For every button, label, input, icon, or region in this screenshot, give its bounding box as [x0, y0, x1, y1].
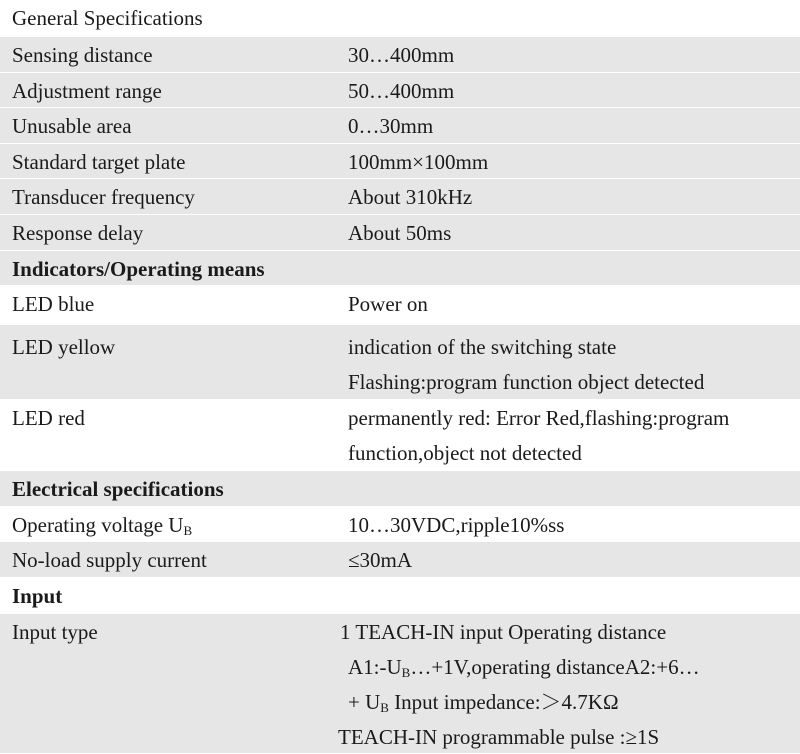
row-label: No-load supply current: [12, 548, 207, 572]
table-row: [0, 144, 800, 179]
line3-prefix: + U: [348, 690, 381, 714]
line2-subscript: B: [401, 665, 411, 680]
row-label: Unusable area: [12, 114, 132, 138]
row-value: ≤30mA: [348, 548, 413, 572]
row-label: [12, 508, 192, 542]
section-header-general: [0, 0, 800, 37]
table-row: [0, 215, 800, 251]
row-value: 50…400mm: [348, 79, 455, 103]
line2-suffix: …+1V,operating distanceA2:+6…: [410, 655, 700, 679]
section-title-electrical: Electrical specifications: [12, 477, 224, 501]
input-type-line4: TEACH-IN programmable pulse :≥1S: [338, 725, 660, 749]
table-row: [0, 286, 800, 325]
section-title-input: Input: [12, 584, 63, 608]
row-label: LED red: [12, 406, 85, 430]
row-label: Standard target plate: [12, 150, 186, 174]
row-label: Sensing distance: [12, 43, 153, 67]
table-row: [0, 37, 800, 73]
section-header-indicators: [0, 251, 800, 286]
table-row: [0, 614, 800, 753]
table-row: [0, 507, 800, 542]
section-header-electrical: [0, 471, 800, 507]
section-title-general: General Specifications: [12, 6, 203, 30]
op-voltage-subscript: B: [183, 523, 193, 538]
table-row: [0, 108, 800, 144]
table-row: [0, 325, 800, 400]
row-value-line2: Flashing:program function object detected: [348, 370, 705, 394]
row-label: LED yellow: [12, 335, 116, 359]
row-value: 30…400mm: [348, 43, 455, 67]
section-header-input: [0, 578, 800, 614]
line3-suffix: Input impedance:＞4.7KΩ: [388, 690, 619, 714]
row-value: 10…30VDC,ripple10%ss: [348, 513, 565, 537]
row-value: About 50ms: [348, 221, 452, 245]
row-value-line2: function,object not detected: [348, 441, 582, 465]
row-label: Transducer frequency: [12, 185, 195, 209]
table-row: [0, 400, 800, 471]
row-label: LED blue: [12, 292, 95, 316]
op-voltage-label: Operating voltage U: [12, 513, 184, 537]
row-value: 100mm×100mm: [348, 150, 489, 174]
input-type-line3: [348, 685, 619, 719]
row-label: Input type: [12, 620, 98, 644]
row-label: Response delay: [12, 221, 144, 245]
line3-subscript: B: [380, 700, 389, 715]
table-row: [0, 542, 800, 578]
row-value: Power on: [348, 292, 428, 316]
row-value: About 310kHz: [348, 185, 473, 209]
row-value-line1: permanently red: Error Red,flashing:program: [348, 406, 730, 430]
input-type-line1: 1 TEACH-IN input Operating distance: [340, 620, 667, 644]
row-value: 0…30mm: [348, 114, 434, 138]
table-row: [0, 179, 800, 215]
row-label: Adjustment range: [12, 79, 162, 103]
line2-prefix: A1:-U: [348, 655, 402, 679]
table-row: [0, 73, 800, 108]
row-value-line1: indication of the switching state: [348, 335, 617, 359]
section-title-indicators: Indicators/Operating means: [12, 257, 265, 281]
input-type-line2: [348, 650, 700, 684]
